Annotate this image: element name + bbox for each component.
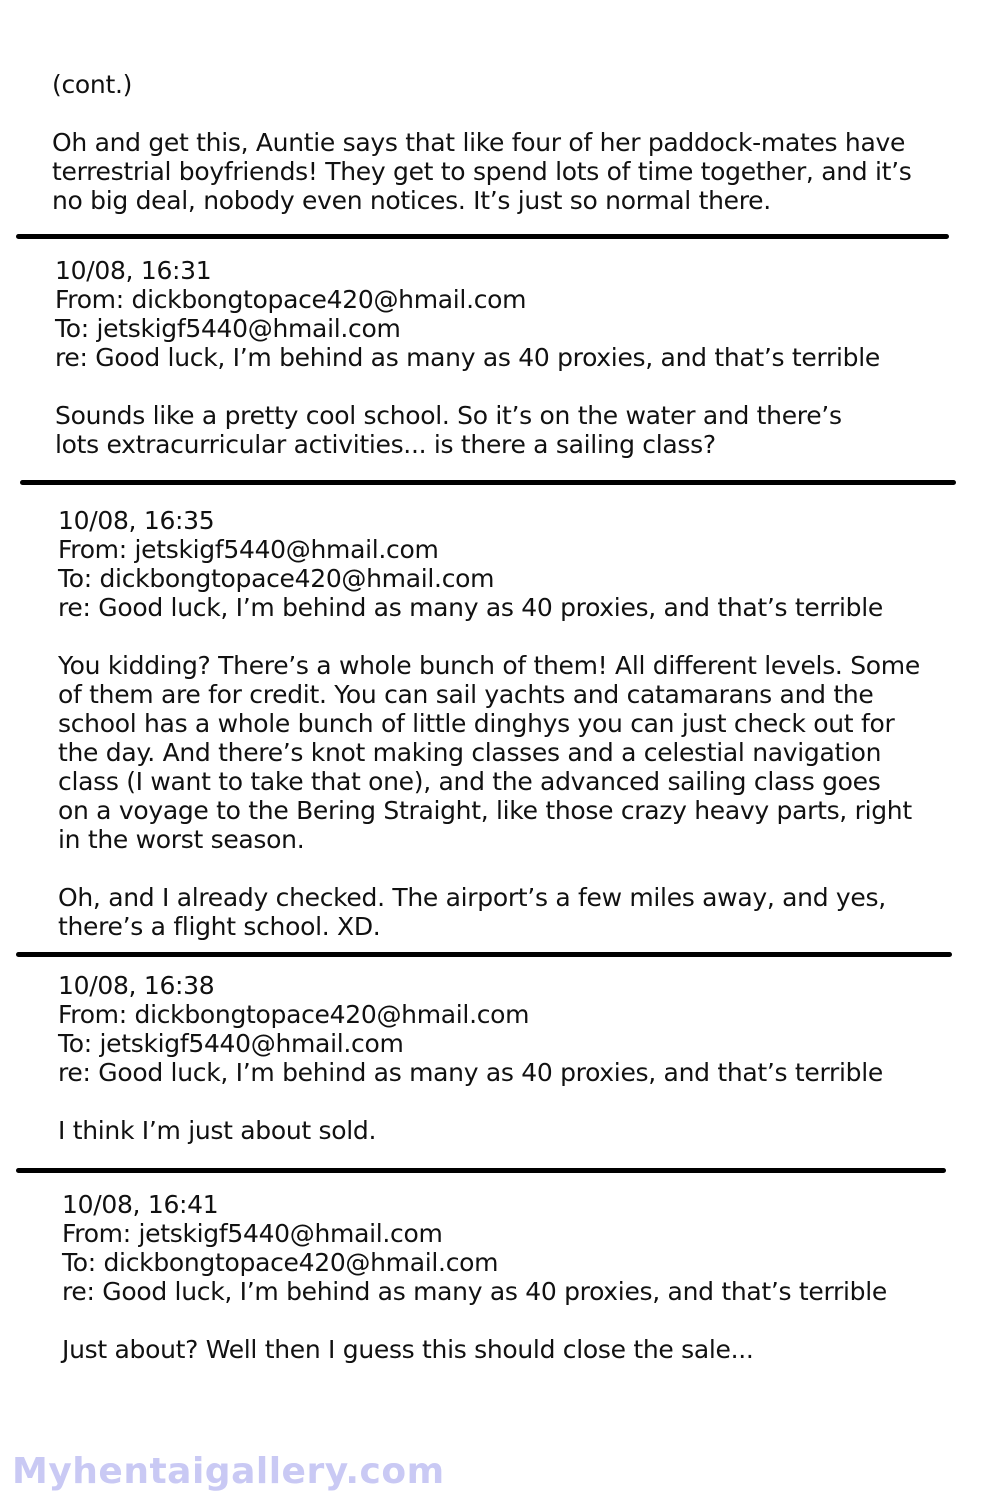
divider — [16, 234, 949, 239]
email-message — [62, 1190, 887, 1364]
intro-block — [52, 70, 912, 215]
email-body-line: Oh, and I already checked. The airport’s a few miles away, and yes, — [58, 883, 886, 912]
divider — [16, 1168, 946, 1173]
email-subject: re: Good luck, I’m behind as many as 40 proxies, and that’s terrible — [55, 343, 880, 372]
email-to: To: jetskigf5440@hmail.com — [58, 1029, 404, 1058]
email-date: 10/08, 16:38 — [58, 971, 215, 1000]
intro-line: terrestrial boyfriends! They get to spend lots of time together, and it’s — [52, 157, 912, 186]
intro-line: no big deal, nobody even notices. It’s just so normal there. — [52, 186, 771, 215]
email-from: From: jetskigf5440@hmail.com — [62, 1219, 443, 1248]
email-to: To: dickbongtopace420@hmail.com — [62, 1248, 499, 1277]
email-subject: re: Good luck, I’m behind as many as 40 proxies, and that’s terrible — [62, 1277, 887, 1306]
email-message — [58, 506, 920, 941]
email-subject: re: Good luck, I’m behind as many as 40 proxies, and that’s terrible — [58, 593, 883, 622]
email-body-line: school has a whole bunch of little dinghys you can just check out for — [58, 709, 895, 738]
email-body-line: Just about? Well then I guess this should close the sale... — [62, 1335, 754, 1364]
intro-line: Oh and get this, Auntie says that like four of her paddock-mates have — [52, 128, 906, 157]
email-body-line: in the worst season. — [58, 825, 305, 854]
email-message — [58, 971, 883, 1145]
email-body-line: Sounds like a pretty cool school. So it’s on the water and there’s — [55, 401, 842, 430]
email-to: To: dickbongtopace420@hmail.com — [58, 564, 495, 593]
email-date: 10/08, 16:35 — [58, 506, 215, 535]
email-body-line: the day. And there’s knot making classes and a celestial navigation — [58, 738, 882, 767]
email-from: From: jetskigf5440@hmail.com — [58, 535, 439, 564]
email-to: To: jetskigf5440@hmail.com — [55, 314, 401, 343]
email-body-line: I think I’m just about sold. — [58, 1116, 377, 1145]
email-body-line: class (I want to take that one), and the advanced sailing class goes — [58, 767, 881, 796]
email-from: From: dickbongtopace420@hmail.com — [58, 1000, 530, 1029]
continued-label: (cont.) — [52, 70, 133, 99]
email-subject: re: Good luck, I’m behind as many as 40 proxies, and that’s terrible — [58, 1058, 883, 1087]
email-date: 10/08, 16:41 — [62, 1190, 219, 1219]
email-message — [55, 256, 880, 459]
divider — [16, 952, 952, 957]
email-body-line: of them are for credit. You can sail yachts and catamarans and the — [58, 680, 874, 709]
email-body-line: lots extracurricular activities... is there a sailing class? — [55, 430, 716, 459]
divider — [20, 480, 956, 485]
email-body-line: there’s a flight school. XD. — [58, 912, 381, 941]
email-date: 10/08, 16:31 — [55, 256, 212, 285]
email-body-line: You kidding? There’s a whole bunch of them! All different levels. Some — [58, 651, 920, 680]
email-body-line: on a voyage to the Bering Straight, like those crazy heavy parts, right — [58, 796, 912, 825]
site-watermark: Myhentaigallery.com — [12, 1451, 445, 1492]
email-from: From: dickbongtopace420@hmail.com — [55, 285, 527, 314]
